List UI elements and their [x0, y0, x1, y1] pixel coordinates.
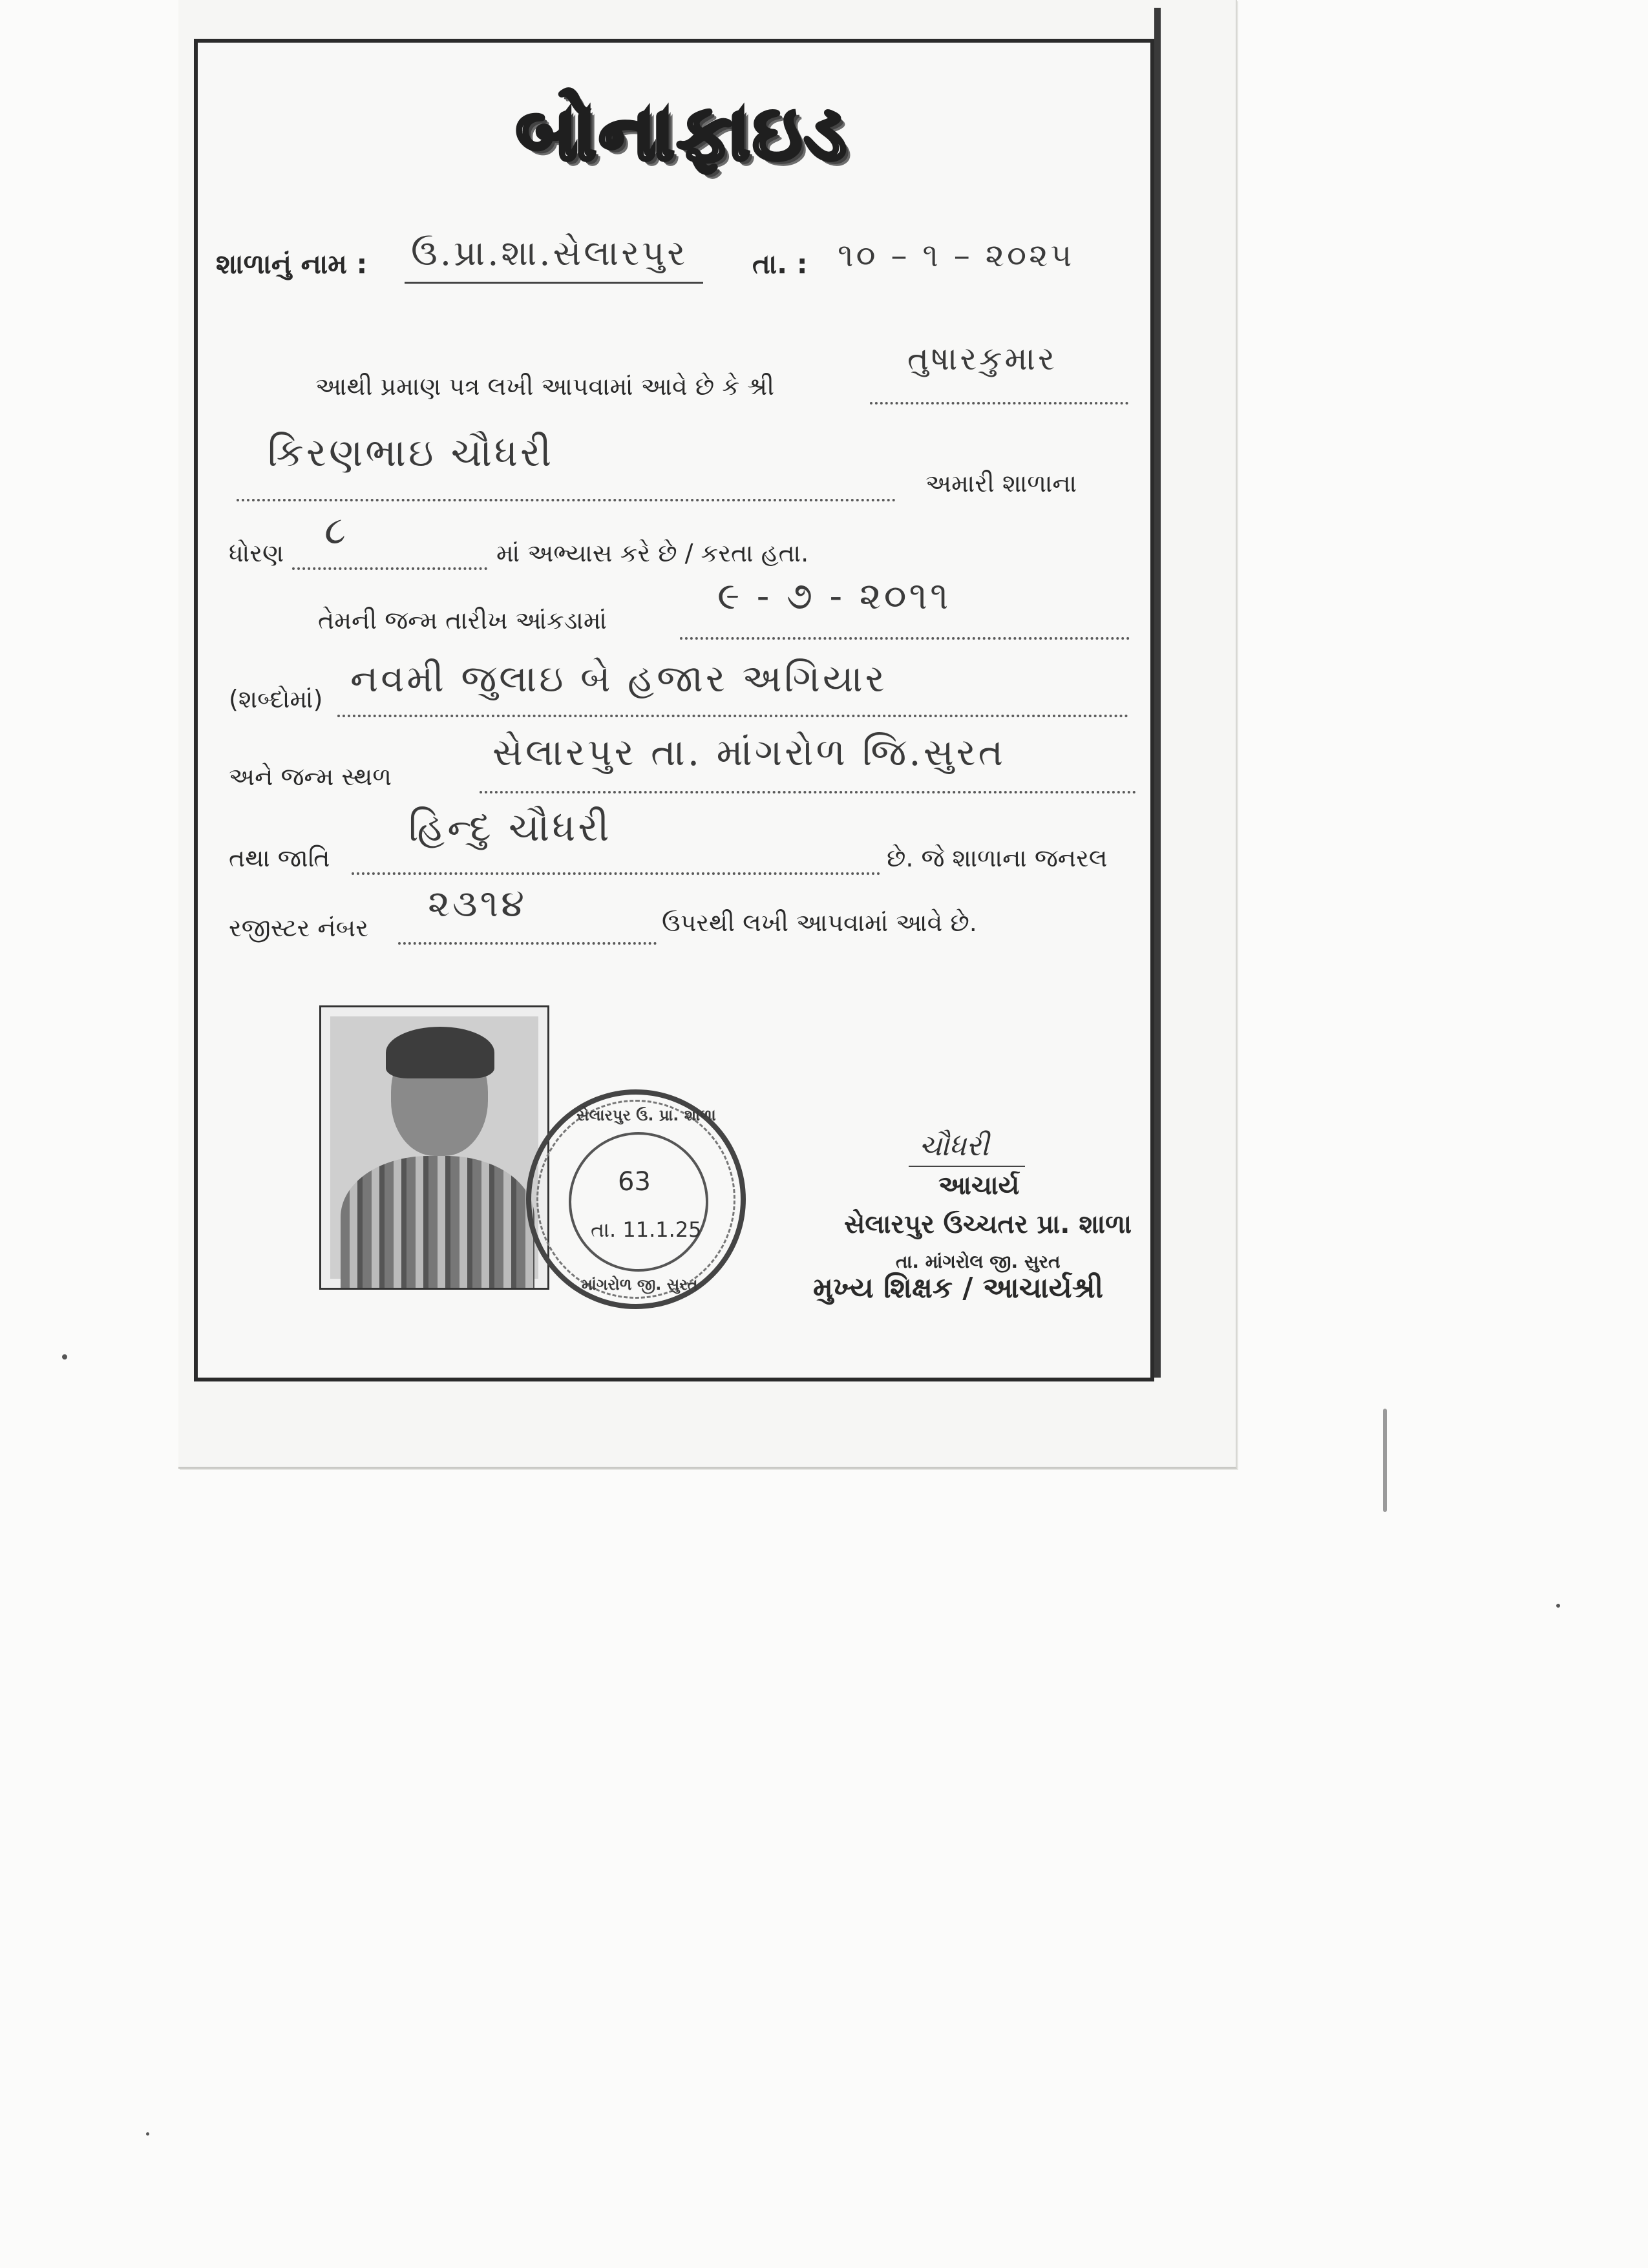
surname-dots	[237, 499, 896, 501]
student-photo	[319, 1005, 549, 1290]
intro-text: આથી પ્રમાણ પત્ર લખી આપવામાં આવે છે કે શ્રી	[315, 372, 774, 401]
std-dots	[292, 567, 487, 570]
stamp-inward-number: 63	[618, 1167, 651, 1197]
dob-digits-dots	[680, 637, 1130, 640]
principal-signature: ચૌધરી	[919, 1129, 989, 1162]
std-label: ધોરણ	[229, 539, 284, 567]
school-name-value: ઉ.પ્રા.શા.સેલારપુર	[411, 233, 688, 273]
birthplace: સેલારપુર તા. માંગરોળ જિ.સુરત	[492, 730, 1006, 774]
school-name-underline	[405, 282, 703, 284]
birthplace-dots	[480, 791, 1136, 793]
signature-place: તા. માંગરોલ જી. સુરત	[896, 1251, 1061, 1272]
register-label: રજીસ્ટર નંબર	[229, 914, 368, 942]
signature-role: આચાર્ય	[938, 1171, 1020, 1201]
first-name-dots	[870, 402, 1128, 404]
caste: હિન્દુ ચૌધરી	[408, 805, 612, 850]
school-stamp	[526, 1089, 746, 1309]
date-value: ૧૦ – ૧ – ૨૦૨૫	[838, 236, 1075, 274]
stamp-ring-bottom: માંગરોળ જી. સુરત	[582, 1276, 698, 1294]
caste-label: તથા જાતિ	[229, 844, 330, 872]
scan-speck	[62, 1354, 67, 1360]
register-intro-text: છે. જે શાળાના જનરલ	[887, 844, 1108, 872]
dob-label: તેમની જન્મ તારીખ આંકડામાં	[318, 606, 607, 635]
scan-speck	[146, 2132, 149, 2136]
std-value: ૮	[324, 508, 348, 553]
stamp-ring-top: સેલારપુર ઉ. પ્રા. શાળા	[576, 1106, 716, 1124]
register-dots	[398, 942, 657, 945]
register-number: ૨૩૧૪	[428, 881, 527, 925]
scan-speck	[1556, 1604, 1560, 1608]
bonafide-certificate	[194, 39, 1154, 1381]
dob-digits: ૯ - ૭ - ૨૦૧૧	[717, 574, 951, 618]
closing-text: ઉપરથી લખી આપવામાં આવે છે.	[662, 908, 977, 937]
caste-dots	[352, 872, 880, 875]
stamp-date: તા. 11.1.25	[591, 1217, 702, 1242]
school-name-label: શાળાનું નામ :	[216, 248, 368, 280]
student-surname: કિરણભાઇ ચૌધરી	[268, 430, 555, 476]
scan-mark	[1383, 1409, 1387, 1512]
date-label: તા. :	[752, 248, 808, 280]
dob-words-dots	[337, 715, 1128, 717]
dob-words-label: (શબ્દોમાં)	[229, 685, 323, 713]
school-suffix-text: અમારી શાળાના	[925, 469, 1077, 498]
signature-designation: મુખ્ય શિક્ષક / આચાર્યશ્રી	[813, 1272, 1104, 1305]
dob-words: નવમી જુલાઇ બે હજાર અગિયાર	[350, 656, 887, 700]
signature-stroke	[909, 1166, 1025, 1167]
student-first-name: તુષારકુમાર	[907, 340, 1057, 377]
birthplace-label: અને જન્મ સ્થળ	[229, 762, 392, 791]
card-border-shadow	[1154, 8, 1161, 1378]
signature-school: સેલારપુર ઉચ્ચતર પ્રા. શાળા	[844, 1210, 1132, 1239]
certificate-title: બોનાફાઇડ	[516, 88, 849, 177]
study-text: માં અભ્યાસ કરે છે / કરતા હતા.	[496, 539, 809, 567]
